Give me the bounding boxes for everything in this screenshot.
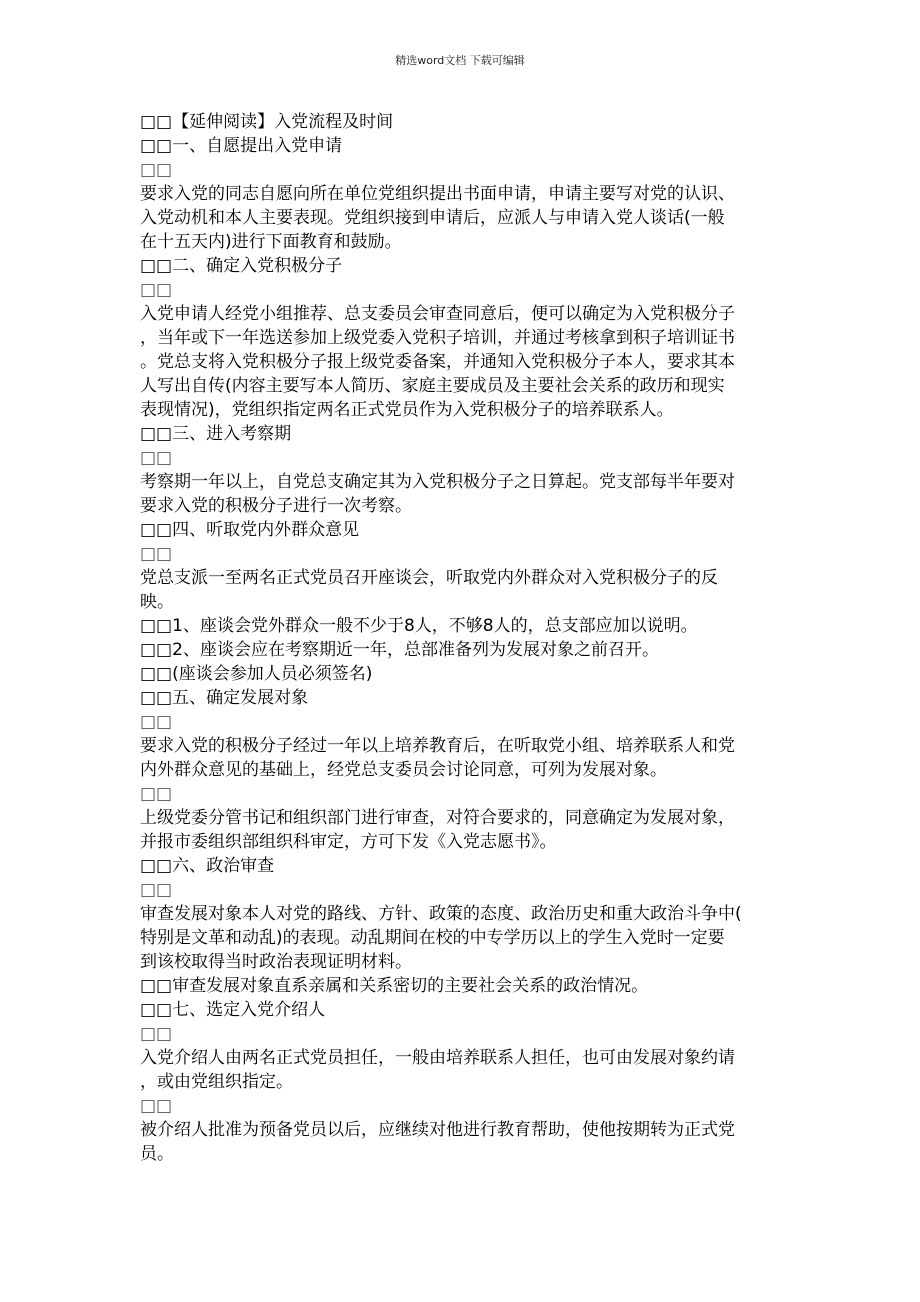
text-line: □□审查发展对象直系亲属和关系密切的主要社会关系的政治情况。 [140, 976, 649, 996]
placeholder-boxes: □□ [140, 712, 173, 732]
text-line: 要求入党的积极分子经过一年以上培养教育后，在听取党小组、培养联系人和党 [140, 736, 735, 756]
text-line: ，或由党组织指定。 [140, 1072, 293, 1092]
placeholder-boxes: □□ [140, 280, 173, 300]
placeholder-boxes: □□ [140, 1024, 173, 1044]
text-line: 要求入党的积极分子进行一次考察。 [140, 496, 412, 516]
text-line: 要求入党的同志自愿向所在单位党组织提出书面申请，申请主要写对党的认识、 [140, 184, 735, 204]
list-item: □□2、座谈会应在考察期近一年，总部准备列为发展对象之前召开。 [140, 640, 659, 660]
text-line: 入党动机和本人主要表现。党组织接到申请后，应派人与申请入党人谈话(一般 [140, 208, 725, 228]
text-line: 入党申请人经党小组推荐、总支委员会审查同意后，便可以确定为入党积极分子 [140, 304, 735, 324]
text-line: 入党介绍人由两名正式党员担任，一般由培养联系人担任，也可由发展对象约请 [140, 1048, 735, 1068]
text-line: 考察期一年以上，自党总支确定其为入党积极分子之日算起。党支部每半年要对 [140, 472, 735, 492]
section-heading: □□二、确定入党积极分子 [140, 256, 343, 276]
placeholder-boxes: □□ [140, 880, 173, 900]
placeholder-boxes: □□ [140, 544, 173, 564]
text-line: 特别是文革和动乱)的表现。动乱期间在校的中专学历以上的学生入党时一定要 [140, 928, 725, 948]
text-line: 到该校取得当时政治表现证明材料。 [140, 952, 412, 972]
text-line: 人写出自传(内容主要写本人简历、家庭主要成员及主要社会关系的政历和现实 [140, 376, 725, 396]
section-heading: □□四、听取党内外群众意见 [140, 520, 360, 540]
placeholder-boxes: □□ [140, 160, 173, 180]
section-heading: □□五、确定发展对象 [140, 688, 309, 708]
section-heading: □□六、政治审查 [140, 856, 275, 876]
text-line: 内外群众意见的基础上，经党总支委员会讨论同意，可列为发展对象。 [140, 760, 667, 780]
text-line: □□【延伸阅读】入党流程及时间 [140, 112, 394, 132]
section-heading: □□三、进入考察期 [140, 424, 292, 444]
page-header: 精选word文档 下载可编辑 [395, 54, 525, 67]
list-item: □□(座谈会参加人员必须签名) [140, 664, 373, 684]
section-heading: □□七、选定入党介绍人 [140, 1000, 326, 1020]
text-line: ，当年或下一年选送参加上级党委入党积子培训，并通过考核拿到积子培训证书 [140, 328, 735, 348]
document-body [140, 110, 780, 1166]
text-line: 上级党委分管书记和组织部门进行审查，对符合要求的，同意确定为发展对象， [140, 808, 735, 828]
placeholder-boxes: □□ [140, 1096, 173, 1116]
text-line: 并报市委组织部组织科审定，方可下发《入党志愿书》。 [140, 832, 557, 852]
section-heading: □□一、自愿提出入党申请 [140, 136, 343, 156]
text-line: 审查发展对象本人对党的路线、方针、政策的态度、政治历史和重大政治斗争中( [140, 904, 742, 924]
text-line: 在十五天内)进行下面教育和鼓励。 [140, 232, 402, 252]
placeholder-boxes: □□ [140, 448, 173, 468]
text-line: 映。 [140, 592, 174, 612]
text-line: 。党总支将入党积极分子报上级党委备案，并通知入党积极分子本人，要求其本 [140, 352, 735, 372]
list-item: □□1、座谈会党外群众一般不少于8人，不够8人的，总支部应加以说明。 [140, 616, 698, 636]
text-line: 员。 [140, 1144, 174, 1164]
text-line: 被介绍人批准为预备党员以后，应继续对他进行教育帮助，使他按期转为正式党 [140, 1120, 735, 1140]
text-line: 表现情况)，党组织指定两名正式党员作为入党积极分子的培养联系人。 [140, 400, 674, 420]
text-line: 党总支派一至两名正式党员召开座谈会，听取党内外群众对入党积极分子的反 [140, 568, 718, 588]
placeholder-boxes: □□ [140, 784, 173, 804]
